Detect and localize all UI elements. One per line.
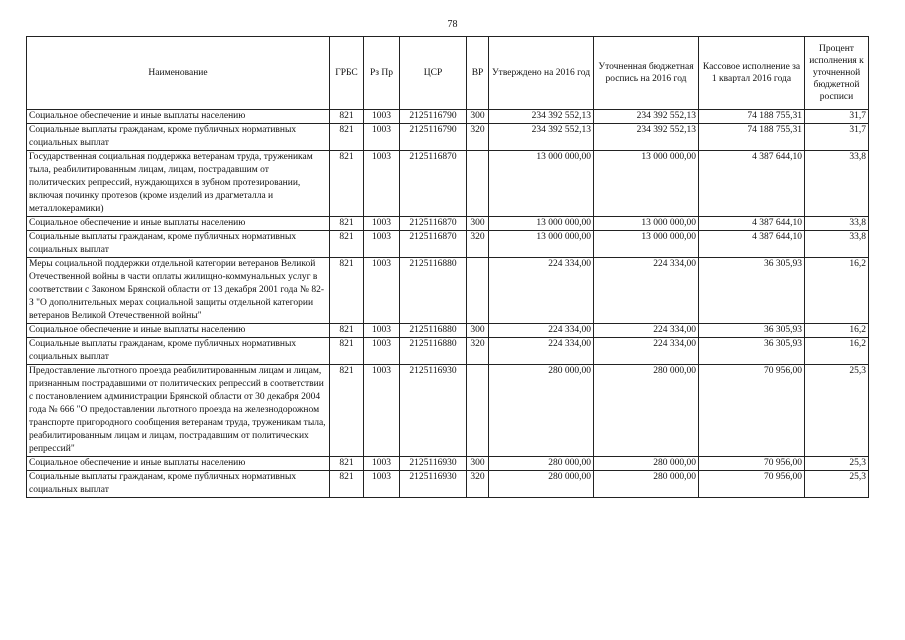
cell-approved: 13 000 000,00 <box>489 217 594 231</box>
cell-cash: 70 956,00 <box>699 471 805 498</box>
cell-percent: 16,2 <box>805 258 869 324</box>
cell-name: Социальное обеспечение и иные выплаты населению <box>27 217 330 231</box>
cell-rzpr: 1003 <box>364 457 400 471</box>
cell-grbs: 821 <box>330 124 364 151</box>
cell-rzpr: 1003 <box>364 231 400 258</box>
cell-vr: 320 <box>467 231 489 258</box>
budget-table <box>26 36 869 498</box>
cell-cash: 70 956,00 <box>699 457 805 471</box>
header-refined: Уточненная бюджетная роспись на 2016 год <box>594 37 699 110</box>
cell-percent: 31,7 <box>805 124 869 151</box>
cell-name: Социальные выплаты гражданам, кроме публичных нормативных социальных выплат <box>27 231 330 258</box>
cell-name: Меры социальной поддержки отдельной категории ветеранов Великой Отечественной войны в части оплаты жилищно-коммунальных услуг в соответствии с Законом Брянской области от 13 декабря 2001 года № 82-З "О дополнительных мерах социальной защиты отдельной категории ветеранов Великой Отечественной войны" <box>27 258 330 324</box>
cell-approved: 13 000 000,00 <box>489 151 594 217</box>
cell-percent: 25,3 <box>805 365 869 457</box>
cell-refined: 13 000 000,00 <box>594 151 699 217</box>
cell-csr: 2125116880 <box>400 258 467 324</box>
cell-vr <box>467 365 489 457</box>
cell-csr: 2125116880 <box>400 324 467 338</box>
cell-rzpr: 1003 <box>364 258 400 324</box>
cell-csr: 2125116930 <box>400 365 467 457</box>
cell-approved: 280 000,00 <box>489 457 594 471</box>
cell-approved: 224 334,00 <box>489 324 594 338</box>
cell-grbs: 821 <box>330 231 364 258</box>
cell-grbs: 821 <box>330 217 364 231</box>
cell-name: Социальное обеспечение и иные выплаты населению <box>27 324 330 338</box>
cell-grbs: 821 <box>330 324 364 338</box>
cell-csr: 2125116870 <box>400 217 467 231</box>
cell-rzpr: 1003 <box>364 471 400 498</box>
cell-refined: 234 392 552,13 <box>594 110 699 124</box>
table-row <box>27 365 869 457</box>
cell-refined: 280 000,00 <box>594 457 699 471</box>
cell-cash: 4 387 644,10 <box>699 217 805 231</box>
table-row <box>27 110 869 124</box>
table-row <box>27 231 869 258</box>
cell-refined: 280 000,00 <box>594 365 699 457</box>
header-rzpr: Рз Пр <box>364 37 400 110</box>
cell-vr <box>467 151 489 217</box>
cell-refined: 234 392 552,13 <box>594 124 699 151</box>
cell-grbs: 821 <box>330 110 364 124</box>
header-grbs: ГРБС <box>330 37 364 110</box>
cell-approved: 234 392 552,13 <box>489 124 594 151</box>
cell-vr: 300 <box>467 457 489 471</box>
cell-csr: 2125116870 <box>400 231 467 258</box>
cell-vr: 300 <box>467 324 489 338</box>
cell-cash: 70 956,00 <box>699 365 805 457</box>
table-header-row <box>27 37 869 110</box>
cell-cash: 74 188 755,31 <box>699 110 805 124</box>
cell-approved: 280 000,00 <box>489 471 594 498</box>
cell-refined: 224 334,00 <box>594 258 699 324</box>
cell-refined: 224 334,00 <box>594 338 699 365</box>
cell-grbs: 821 <box>330 457 364 471</box>
cell-name: Социальные выплаты гражданам, кроме публичных нормативных социальных выплат <box>27 471 330 498</box>
header-name: Наименование <box>27 37 330 110</box>
cell-grbs: 821 <box>330 471 364 498</box>
header-cash: Кассовое исполнение за 1 квартал 2016 года <box>699 37 805 110</box>
cell-refined: 13 000 000,00 <box>594 217 699 231</box>
cell-cash: 74 188 755,31 <box>699 124 805 151</box>
table-row <box>27 217 869 231</box>
cell-approved: 13 000 000,00 <box>489 231 594 258</box>
cell-percent: 25,3 <box>805 471 869 498</box>
cell-vr: 320 <box>467 124 489 151</box>
cell-grbs: 821 <box>330 365 364 457</box>
cell-approved: 280 000,00 <box>489 365 594 457</box>
cell-name: Предоставление льготного проезда реабилитированным лицам и лицам, признанным пострадавшими от политических репрессий в соответствии с постановлением администрации Брянской области от 30 декабря 2004 года № 666 "О предоставлении льготного проезда на железнодорожном транспорте пригородного сообщения ветеранам труда, труженикам тыла, реабилитированным лицам и лицам, пострадавшим от политических репрессий" <box>27 365 330 457</box>
cell-name: Социальное обеспечение и иные выплаты населению <box>27 110 330 124</box>
table-row <box>27 258 869 324</box>
cell-csr: 2125116790 <box>400 110 467 124</box>
cell-csr: 2125116880 <box>400 338 467 365</box>
cell-rzpr: 1003 <box>364 365 400 457</box>
cell-vr: 300 <box>467 217 489 231</box>
cell-csr: 2125116930 <box>400 457 467 471</box>
cell-percent: 16,2 <box>805 338 869 365</box>
cell-csr: 2125116930 <box>400 471 467 498</box>
cell-percent: 33,8 <box>805 231 869 258</box>
cell-name: Социальные выплаты гражданам, кроме публичных нормативных социальных выплат <box>27 338 330 365</box>
cell-vr: 320 <box>467 471 489 498</box>
cell-percent: 33,8 <box>805 217 869 231</box>
cell-refined: 13 000 000,00 <box>594 231 699 258</box>
table-row <box>27 151 869 217</box>
cell-approved: 224 334,00 <box>489 258 594 324</box>
header-csr: ЦСР <box>400 37 467 110</box>
cell-name: Государственная социальная поддержка ветеранам труда, труженикам тыла, реабилитированным лицам, лицам, пострадавшим от политических репрессий, нуждающихся в зубном протезировании, включая починку протезов (кроме изделий из драгметалла и металлокерамики) <box>27 151 330 217</box>
cell-refined: 280 000,00 <box>594 471 699 498</box>
cell-rzpr: 1003 <box>364 217 400 231</box>
cell-cash: 4 387 644,10 <box>699 231 805 258</box>
cell-percent: 31,7 <box>805 110 869 124</box>
cell-approved: 224 334,00 <box>489 338 594 365</box>
cell-rzpr: 1003 <box>364 110 400 124</box>
cell-grbs: 821 <box>330 151 364 217</box>
cell-refined: 224 334,00 <box>594 324 699 338</box>
cell-percent: 16,2 <box>805 324 869 338</box>
cell-rzpr: 1003 <box>364 124 400 151</box>
cell-vr: 320 <box>467 338 489 365</box>
cell-rzpr: 1003 <box>364 338 400 365</box>
header-percent: Процент исполнения к уточненной бюджетной росписи <box>805 37 869 110</box>
cell-cash: 36 305,93 <box>699 258 805 324</box>
cell-rzpr: 1003 <box>364 151 400 217</box>
cell-vr: 300 <box>467 110 489 124</box>
cell-rzpr: 1003 <box>364 324 400 338</box>
cell-name: Социальные выплаты гражданам, кроме публичных нормативных социальных выплат <box>27 124 330 151</box>
table-row <box>27 471 869 498</box>
cell-cash: 4 387 644,10 <box>699 151 805 217</box>
cell-percent: 33,8 <box>805 151 869 217</box>
cell-csr: 2125116790 <box>400 124 467 151</box>
cell-grbs: 821 <box>330 258 364 324</box>
cell-approved: 234 392 552,13 <box>489 110 594 124</box>
cell-grbs: 821 <box>330 338 364 365</box>
cell-cash: 36 305,93 <box>699 324 805 338</box>
page-number: 78 <box>447 19 458 30</box>
cell-name: Социальное обеспечение и иные выплаты населению <box>27 457 330 471</box>
header-approved: Утверждено на 2016 год <box>489 37 594 110</box>
table-row <box>27 124 869 151</box>
table-row <box>27 457 869 471</box>
cell-percent: 25,3 <box>805 457 869 471</box>
table-row <box>27 338 869 365</box>
cell-csr: 2125116870 <box>400 151 467 217</box>
table-row <box>27 324 869 338</box>
cell-vr <box>467 258 489 324</box>
header-vr: ВР <box>467 37 489 110</box>
cell-cash: 36 305,93 <box>699 338 805 365</box>
